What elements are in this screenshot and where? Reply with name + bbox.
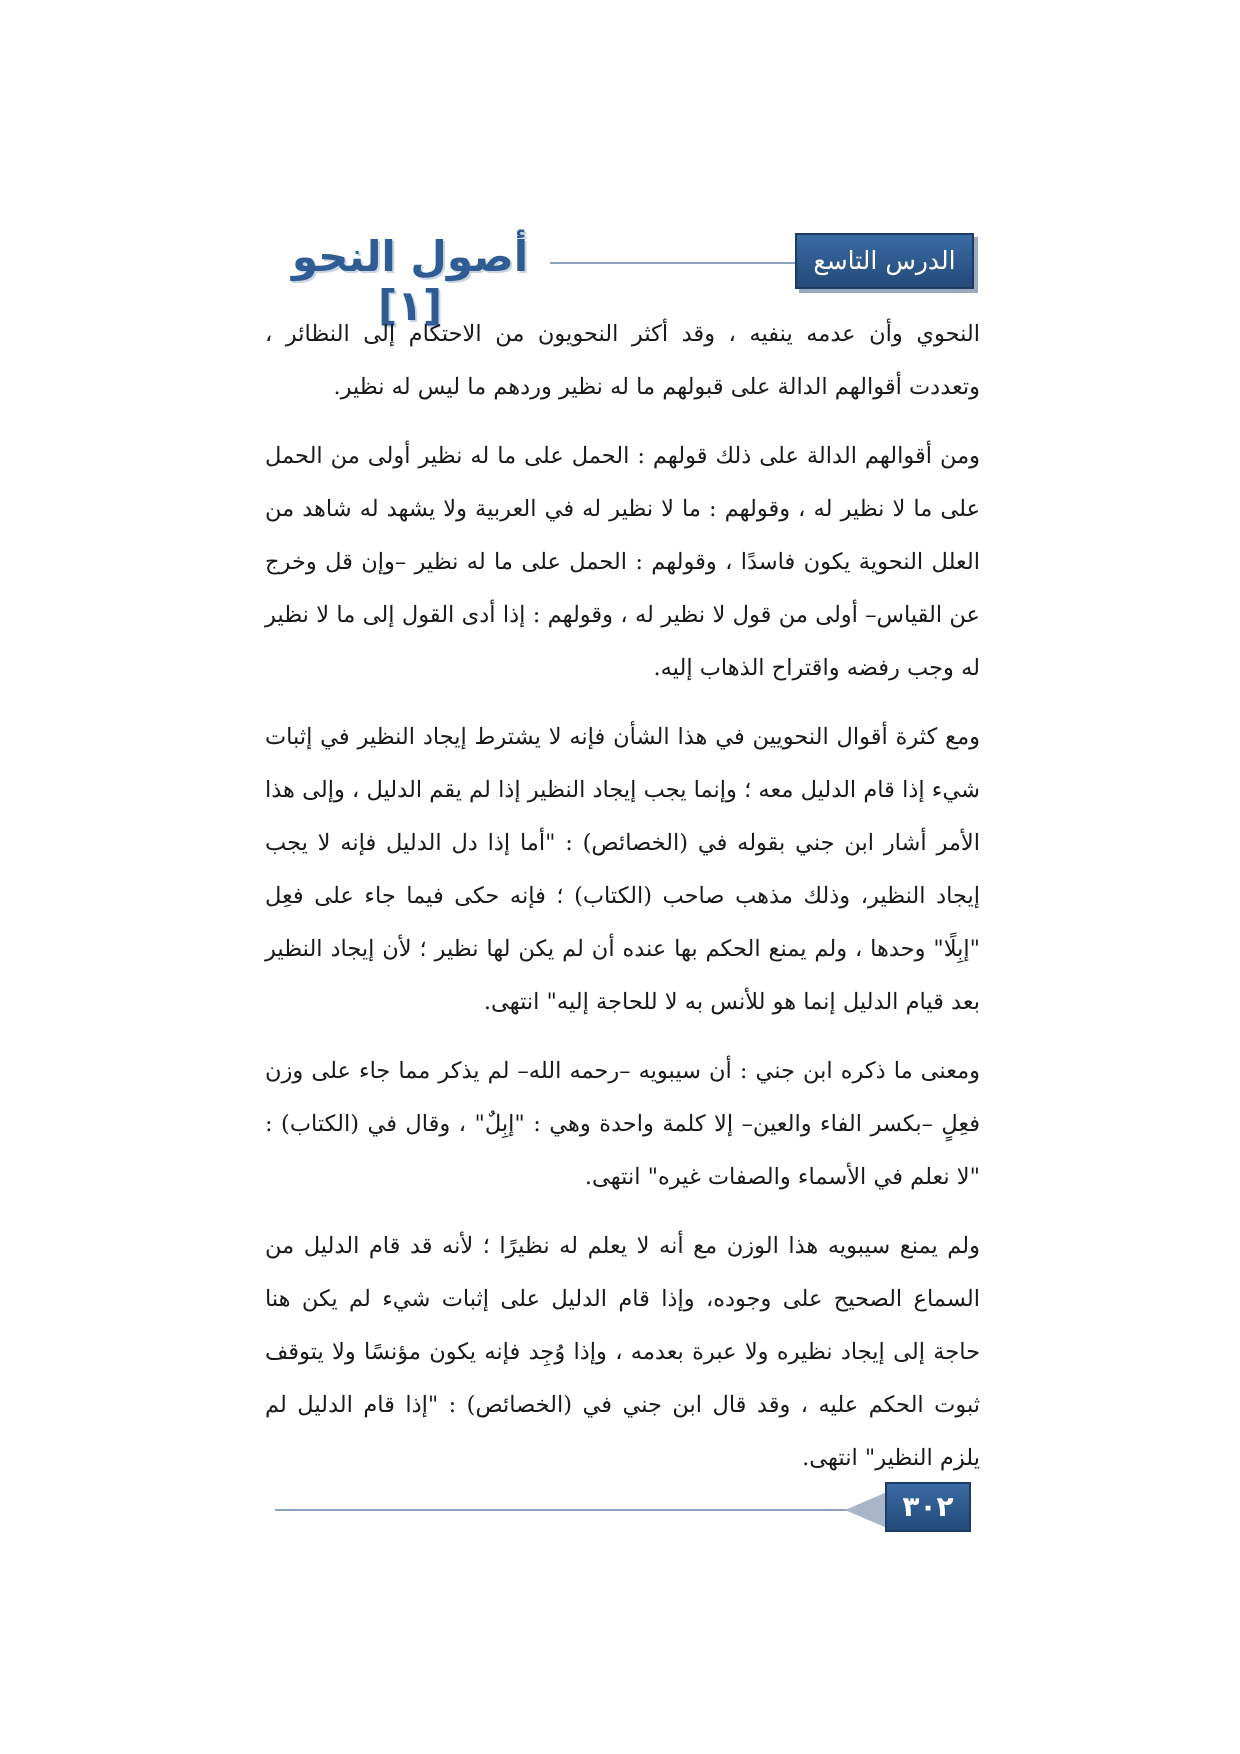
page-header <box>0 0 1240 330</box>
paragraph: النحوي وأن عدمه ينفيه ، وقد أكثر النحويون من الاحتكام إلى النظائر ، وتعددت أقوالهم الدالة على قبولهم ما له نظير وردهم ما ليس له نظير. <box>265 321 980 400</box>
lesson-label-box <box>795 233 974 327</box>
paragraph: ومعنى ما ذكره ابن جني : أن سيبويه –رحمه الله– لم يذكر مما جاء على وزن فعِلٍ –بكسر الفاء والعين– إلا كلمة واحدة وهي : "إبِلٌ" ، وقال في (الكتاب) : "لا نعلم في الأسماء والصفات غيره" انتهى. <box>265 1058 980 1190</box>
header-rule <box>550 262 795 264</box>
paragraph: ومع كثرة أقوال النحويين في هذا الشأن فإنه لا يشترط إيجاد النظير في إثبات شيء إذا قام الدليل معه ؛ وإنما يجب إيجاد النظير إذا لم يقم الدليل ، وإلى هذا الأمر أشار ابن جني بقوله في (الخصائص) : "أما إذا دل الدليل فإنه لا يجب إيجاد النظير، وذلك مذهب صاحب (الكتاب) ؛ فإنه حكى فيما جاء على فعِل "إبِلًا" وحدها ، ولم يمنع الحكم بها عنده أن لم يكن لها نظير ؛ لأن إيجاد النظير بعد قيام الدليل إنما هو للأنس به لا للحاجة إليه" انتهى. <box>265 724 980 1015</box>
footer-arrow-decoration <box>845 1492 887 1528</box>
book-title: أصول النحو [١] <box>291 232 529 330</box>
footer-rule <box>275 1509 885 1511</box>
paragraph: ومن أقوالهم الدالة على ذلك قولهم : الحمل على ما له نظير أولى من الحمل على ما لا نظير له ، وقولهم : ما لا نظير له في العربية ولا يشهد له شاهد من العلل النحوية يكون فاسدًا ، وقولهم : الحمل على ما له نظير –وإن قل وخرج عن القياس– أولى من قول لا نظير له ، وقولهم : إذا أدى القول إلى ما لا نظير له وجب رفضه واقتراح الذهاب إليه. <box>265 443 980 681</box>
paragraph: ولم يمنع سيبويه هذا الوزن مع أنه لا يعلم له نظيرًا ؛ لأنه قد قام الدليل من السماع الصحيح على وجوده، وإذا قام الدليل على إثبات شيء لم يكن هنا حاجة إلى إيجاد نظيره ولا عبرة بعدمه ، وإذا وُجِد فإنه يكون مؤنسًا ولا يتوقف ثبوت الحكم عليه ، وقد قال ابن جني في (الخصائص) : "إذا قام الدليل لم يلزم النظير" انتهى. <box>265 1233 980 1471</box>
page-number: ٣٠٢ <box>885 1482 971 1532</box>
body-text <box>265 308 980 1501</box>
lesson-label: الدرس التاسع عشر <box>813 246 956 327</box>
